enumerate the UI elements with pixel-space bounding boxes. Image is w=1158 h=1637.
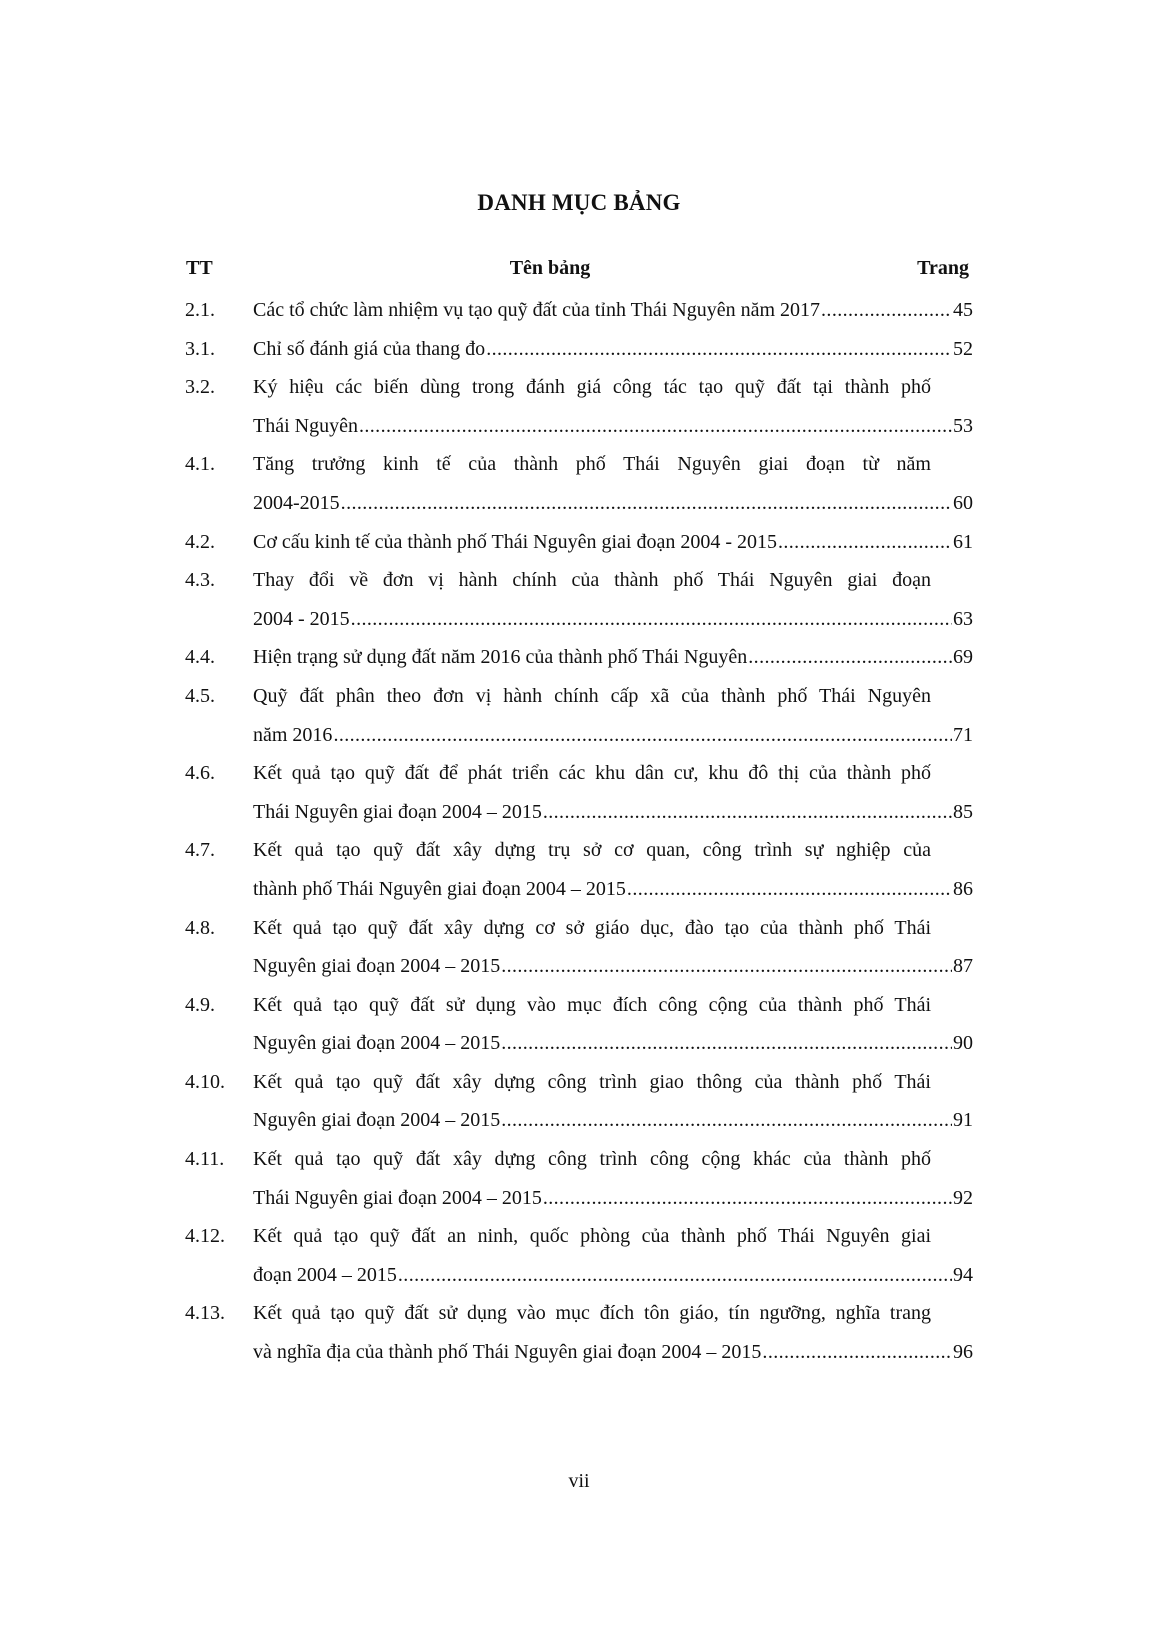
toc-entry[interactable] (0, 677, 1158, 754)
entry-number: 4.5. (185, 684, 215, 707)
entry-last-line (253, 1333, 973, 1372)
entry-title-text: và nghĩa địa của thành phố Thái Nguyên giai đoạn 2004 – 2015 (253, 1341, 762, 1364)
entry-body (253, 1217, 973, 1294)
dot-leader (762, 1333, 952, 1372)
entry-last-line (253, 523, 973, 562)
entry-title-line: Thay đổi về đơn vị hành chính của thành phố Thái Nguyên giai đoạn (253, 569, 931, 592)
entry-title-text: Chỉ số đánh giá của thang đo (253, 337, 486, 360)
entry-title-text: Hiện trạng sử dụng đất năm 2016 của thành phố Thái Nguyên (253, 646, 748, 669)
entry-page-number[interactable]: 87 (953, 955, 973, 978)
entry-title-line: Kết quả tạo quỹ đất an ninh, quốc phòng của thành phố Thái Nguyên giai (253, 1225, 931, 1248)
entry-last-line (253, 870, 973, 909)
entry-number: 4.9. (185, 993, 215, 1016)
entry-number: 3.1. (185, 337, 215, 360)
toc-entry[interactable] (0, 291, 1158, 330)
entry-number: 2.1. (185, 299, 215, 321)
entry-title-line: Kết quả tạo quỹ đất sử dụng vào mục đích tôn giáo, tín ngưỡng, nghĩa trang (253, 1302, 931, 1325)
toc-entry[interactable] (0, 330, 1158, 369)
dot-leader (501, 947, 952, 986)
entry-body (253, 445, 973, 522)
entry-number: 4.3. (185, 569, 215, 592)
entry-page-number[interactable]: 52 (953, 337, 973, 360)
toc-entry[interactable] (0, 368, 1158, 445)
entry-title-text: Nguyên giai đoạn 2004 – 2015 (253, 1109, 501, 1132)
entry-body (253, 986, 973, 1063)
column-header-page: Trang (917, 257, 969, 279)
entry-page-number[interactable]: 63 (953, 607, 973, 630)
entry-number: 4.12. (185, 1225, 225, 1248)
entry-body (253, 561, 973, 638)
entry-page-number[interactable]: 60 (953, 491, 973, 514)
entry-last-line (253, 407, 973, 446)
entry-number: 4.11. (185, 1148, 225, 1171)
entry-body (253, 638, 973, 677)
entry-body (253, 1063, 973, 1140)
entry-title-line: Quỹ đất phân theo đơn vị hành chính cấp xã của thành phố Thái Nguyên (253, 684, 931, 707)
page-title: DANH MỤC BẢNG (477, 190, 681, 215)
entry-title-text: Thái Nguyên (253, 414, 358, 437)
entry-title-text: thành phố Thái Nguyên giai đoạn 2004 – 2015 (253, 877, 626, 900)
toc-entry[interactable] (0, 445, 1158, 522)
entry-body (253, 523, 973, 562)
entry-title-line: Kết quả tạo quỹ đất xây dựng cơ sở giáo dục, đào tạo của thành phố Thái (253, 916, 931, 939)
entry-body (253, 291, 973, 330)
entry-body (253, 677, 973, 754)
dot-leader (341, 484, 952, 523)
dot-leader (333, 716, 952, 755)
entry-page-number[interactable]: 91 (953, 1109, 973, 1132)
dot-leader (543, 1179, 952, 1218)
dot-leader (821, 291, 952, 330)
entry-title-text: đoạn 2004 – 2015 (253, 1263, 397, 1286)
dot-leader (501, 1024, 952, 1063)
entry-page-number[interactable]: 61 (953, 530, 973, 553)
toc-entry[interactable] (0, 638, 1158, 677)
entry-title-line: Kết quả tạo quỹ đất xây dựng công trình công cộng khác của thành phố (253, 1148, 931, 1171)
column-header-tt: TT (186, 257, 213, 279)
entry-number: 4.2. (185, 530, 215, 553)
entry-last-line (253, 1101, 973, 1140)
dot-leader (486, 330, 952, 369)
dot-leader (627, 870, 952, 909)
entry-page-number[interactable]: 71 (953, 723, 973, 746)
dot-leader (351, 600, 952, 639)
entry-title-line: Tăng trưởng kinh tế của thành phố Thái Nguyên giai đoạn từ năm (253, 453, 931, 476)
entry-number: 4.1. (185, 453, 215, 476)
entry-title-text: Thái Nguyên giai đoạn 2004 – 2015 (253, 800, 542, 823)
entry-last-line (253, 638, 973, 677)
toc-entry[interactable] (0, 831, 1158, 908)
entry-page-number[interactable]: 92 (953, 1186, 973, 1209)
entry-last-line (253, 600, 973, 639)
column-header-table-name: Tên bảng (509, 257, 591, 279)
entry-title-line: Kết quả tạo quỹ đất xây dựng công trình giao thông của thành phố Thái (253, 1070, 931, 1093)
toc-entry[interactable] (0, 1217, 1158, 1294)
entry-last-line (253, 1179, 973, 1218)
page-number: vii (568, 1470, 590, 1492)
entry-number: 4.4. (185, 646, 215, 669)
entry-title-text: Thái Nguyên giai đoạn 2004 – 2015 (253, 1186, 542, 1209)
entry-page-number[interactable]: 86 (953, 877, 973, 900)
dot-leader (778, 523, 952, 562)
entry-title-text: Nguyên giai đoạn 2004 – 2015 (253, 1032, 501, 1055)
entry-body (253, 831, 973, 908)
entry-number: 4.10. (185, 1070, 225, 1093)
toc-entry[interactable] (0, 561, 1158, 638)
entry-body (253, 754, 973, 831)
entry-page-number[interactable]: 45 (953, 299, 973, 321)
toc-entry[interactable] (0, 1140, 1158, 1217)
table-list (0, 291, 1158, 1372)
dot-leader (501, 1101, 952, 1140)
toc-entry[interactable] (0, 909, 1158, 986)
entry-number: 4.7. (185, 839, 215, 862)
entry-body (253, 909, 973, 986)
entry-title-text: 2004 - 2015 (253, 607, 350, 630)
entry-last-line (253, 330, 973, 369)
entry-number: 4.6. (185, 762, 215, 785)
toc-entry[interactable] (0, 986, 1158, 1063)
toc-entry[interactable] (0, 523, 1158, 562)
entry-page-number[interactable]: 53 (953, 414, 973, 437)
dot-leader (543, 793, 952, 832)
entry-number: 4.8. (185, 916, 215, 939)
entry-page-number[interactable]: 85 (953, 800, 973, 823)
entry-last-line (253, 716, 973, 755)
entry-title-text: 2004-2015 (253, 491, 340, 514)
entry-title-text: Nguyên giai đoạn 2004 – 2015 (253, 955, 501, 978)
entry-body (253, 330, 973, 369)
entry-number: 3.2. (185, 376, 215, 399)
entry-title-line: Kết quả tạo quỹ đất để phát triển các khu dân cư, khu đô thị của thành phố (253, 762, 931, 785)
entry-page-number[interactable]: 69 (953, 646, 973, 669)
entry-last-line (253, 793, 973, 832)
entry-title-text: Cơ cấu kinh tế của thành phố Thái Nguyên giai đoạn 2004 - 2015 (253, 530, 777, 553)
dot-leader (748, 638, 952, 677)
entry-body (253, 1294, 973, 1371)
entry-page-number[interactable]: 94 (953, 1263, 973, 1286)
entry-title-text: năm 2016 (253, 723, 333, 746)
entry-last-line (253, 1256, 973, 1295)
entry-body (253, 368, 973, 445)
entry-last-line (253, 291, 973, 330)
entry-last-line (253, 484, 973, 523)
toc-entry[interactable] (0, 1294, 1158, 1371)
toc-entry[interactable] (0, 754, 1158, 831)
dot-leader (359, 407, 952, 446)
entry-title-line: Ký hiệu các biến dùng trong đánh giá công tác tạo quỹ đất tại thành phố (253, 376, 931, 399)
entry-body (253, 1140, 973, 1217)
entry-number: 4.13. (185, 1302, 225, 1325)
entry-last-line (253, 947, 973, 986)
entry-title-text: Các tổ chức làm nhiệm vụ tạo quỹ đất của tỉnh Thái Nguyên năm 2017 (253, 299, 821, 321)
entry-page-number[interactable]: 90 (953, 1032, 973, 1055)
entry-last-line (253, 1024, 973, 1063)
entry-title-line: Kết quả tạo quỹ đất xây dựng trụ sở cơ quan, công trình sự nghiệp của (253, 839, 931, 862)
toc-entry[interactable] (0, 1063, 1158, 1140)
entry-page-number[interactable]: 96 (953, 1341, 973, 1364)
entry-title-line: Kết quả tạo quỹ đất sử dụng vào mục đích công cộng của thành phố Thái (253, 993, 931, 1016)
dot-leader (398, 1256, 952, 1295)
